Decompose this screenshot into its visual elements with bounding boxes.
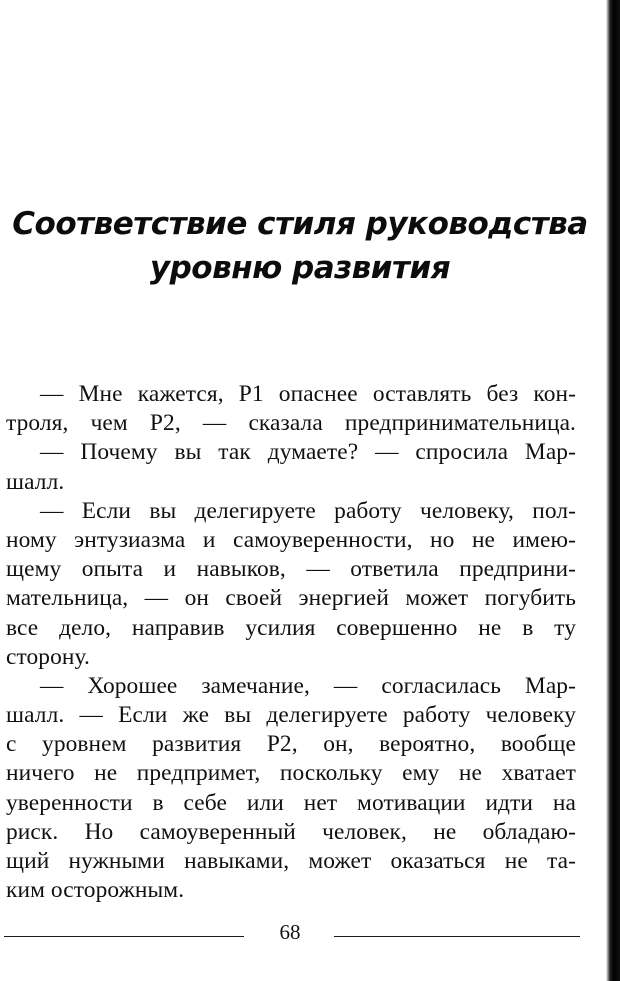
page-edge-shadow bbox=[606, 0, 620, 981]
text-line: — Мне кажется, Р1 опаснее оставлять без кон- bbox=[40, 381, 576, 407]
section-heading-line-1: Соответствие стиля руководства bbox=[12, 206, 588, 242]
body-text bbox=[6, 380, 576, 905]
text-line: — Хорошее замечание, — согласилась Мар- bbox=[40, 672, 576, 699]
text-line: риск. Но самоуверенный человек, не обладаю- bbox=[6, 818, 576, 845]
text-line: ному энтузиазма и самоуверенности, но не имею- bbox=[6, 526, 576, 553]
text-line: ким осторожным. bbox=[6, 877, 185, 904]
text-line: шалл. bbox=[6, 468, 65, 495]
page-footer bbox=[0, 918, 600, 948]
footer-rule-right bbox=[334, 936, 580, 937]
text-line: мательница, — он своей энергией может погубить bbox=[6, 585, 576, 612]
text-line: с уровнем развития Р2, он, вероятно, вообще bbox=[6, 731, 576, 758]
text-line: ничего не предпримет, поскольку ему не хватает bbox=[6, 760, 576, 787]
text-line: уверенности в себе или нет мотивации идти на bbox=[6, 789, 576, 816]
text-line: щему опыта и навыков, — ответила предприни- bbox=[6, 556, 576, 583]
section-heading bbox=[0, 202, 600, 290]
text-line: — Если вы делегируете работу человеку, пол- bbox=[40, 497, 576, 524]
text-line: — Почему вы так думаете? — спросила Мар- bbox=[40, 439, 576, 466]
text-line: щий нужными навыками, может оказаться не та- bbox=[6, 848, 576, 874]
text-line: все дело, направив усилия совершенно не в ту bbox=[6, 614, 576, 641]
text-line: троля, чем Р2, — сказала предпринимательница. bbox=[6, 410, 576, 437]
section-heading-line-2: уровню развития bbox=[149, 250, 451, 286]
text-line: шалл. — Если же вы делегируете работу человеку bbox=[6, 702, 576, 729]
text-line: сторону. bbox=[6, 643, 90, 670]
page-number: 68 bbox=[279, 920, 301, 944]
footer-rule-left bbox=[4, 936, 244, 937]
